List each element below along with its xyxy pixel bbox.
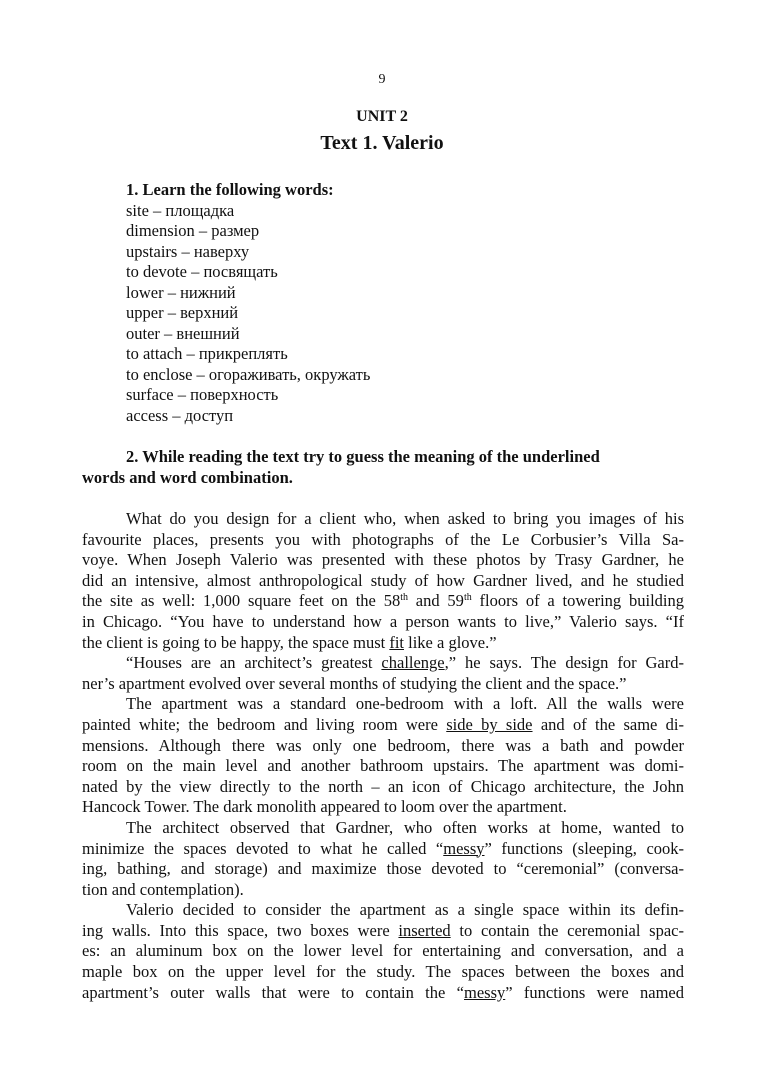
task-heading [82, 447, 682, 488]
underlined-word: inserted [398, 920, 451, 940]
unit-heading: UNIT 2 [356, 108, 408, 125]
text-line: es: an aluminum box on the lower level for entertaining and conversation, and a [82, 941, 684, 961]
vocabulary-item: dimension – размер [126, 221, 260, 240]
vocabulary-item: upstairs – наверху [126, 241, 250, 261]
page-number: 9 [378, 72, 386, 87]
text-line: ner’s apartment evolved over several months of studying the client and the space.” [82, 673, 627, 693]
underlined-word: fit [389, 632, 404, 652]
text-line: did an intensive, almost anthropological study of how Gardner lived, and he studied [82, 570, 684, 590]
text-line: ing walls. Into this space, two boxes were inserted to contain the ceremonial spac- [82, 920, 684, 940]
text-line: Valerio decided to consider the apartment as a single space within its defin- [126, 900, 684, 920]
text-line: ing, bathing, and storage) and maximize those devoted to “ceremonial” (conversa- [82, 859, 684, 879]
vocabulary-item: outer – внешний [126, 323, 240, 343]
underlined-word: side by side [446, 714, 533, 734]
text-line: What do you design for a client who, when asked to bring you images of his [126, 509, 684, 528]
text-line: minimize the spaces devoted to what he called “messy” functions (sleeping, cook- [82, 838, 685, 858]
vocabulary-heading: 1. Learn the following words: [126, 180, 334, 199]
vocabulary-item: access – доступ [126, 405, 234, 425]
text-line: Hancock Tower. The dark monolith appeared to loom over the apartment. [82, 797, 567, 817]
vocabulary-section [126, 180, 370, 426]
underlined-word: messy [443, 838, 485, 858]
text-line: mensions. Although there was only one bedroom, there was a bath and powder [82, 735, 684, 755]
text-line: room on the main level and another bathroom upstairs. The apartment was domi- [82, 756, 684, 776]
text-line: “Houses are an architect’s greatest challenge,” he says. The design for Gard- [126, 653, 684, 673]
underlined-word: challenge [381, 653, 445, 673]
text-line: favourite places, presents you with photographs of the Le Corbusier’s Villa Sa- [82, 529, 684, 549]
vocabulary-item: site – площадка [126, 200, 235, 220]
text-line: apartment’s outer walls that were to contain the “messy” functions were named [82, 982, 684, 1002]
text-line: painted white; the bedroom and living room were side by side and of the same di- [82, 714, 684, 734]
task-heading-line: 2. While reading the text try to guess the meaning of the underlined [126, 447, 600, 466]
vocabulary-item: to enclose – огораживать, окружать [126, 364, 371, 384]
text-line: The architect observed that Gardner, who often works at home, wanted to [126, 817, 684, 837]
text-line: maple box on the upper level for the study. The spaces between the boxes and [82, 962, 684, 982]
vocabulary-item: lower – нижний [126, 282, 236, 302]
text-title: Text 1. Valerio [320, 132, 444, 154]
text-line: tion and contemplation). [82, 879, 244, 899]
text-line: The apartment was a standard one-bedroom with a loft. All the walls were [126, 694, 684, 714]
underlined-word: messy [464, 982, 506, 1002]
text-line: the client is going to be happy, the space must fit like a glove.” [82, 632, 497, 652]
vocabulary-item: to devote – посвящать [126, 262, 278, 281]
text-line: nated by the view directly to the north – an icon of Chicago architecture, the John [82, 776, 684, 796]
reading-text [82, 509, 684, 1003]
text-line: in Chicago. “You have to understand how a person wants to live,” Valerio says. “If [82, 611, 684, 631]
vocabulary-item: surface – поверхность [126, 385, 279, 404]
vocabulary-item: upper – верхний [126, 303, 239, 322]
task-heading-line: words and word combination. [82, 467, 293, 487]
text-line: the site as well: 1,000 square feet on the 58th and 59th floors of a towering building [82, 591, 684, 611]
vocabulary-item: to attach – прикреплять [126, 344, 288, 363]
text-line: voye. When Joseph Valerio was presented with these photos by Trasy Gardner, he [82, 550, 684, 570]
